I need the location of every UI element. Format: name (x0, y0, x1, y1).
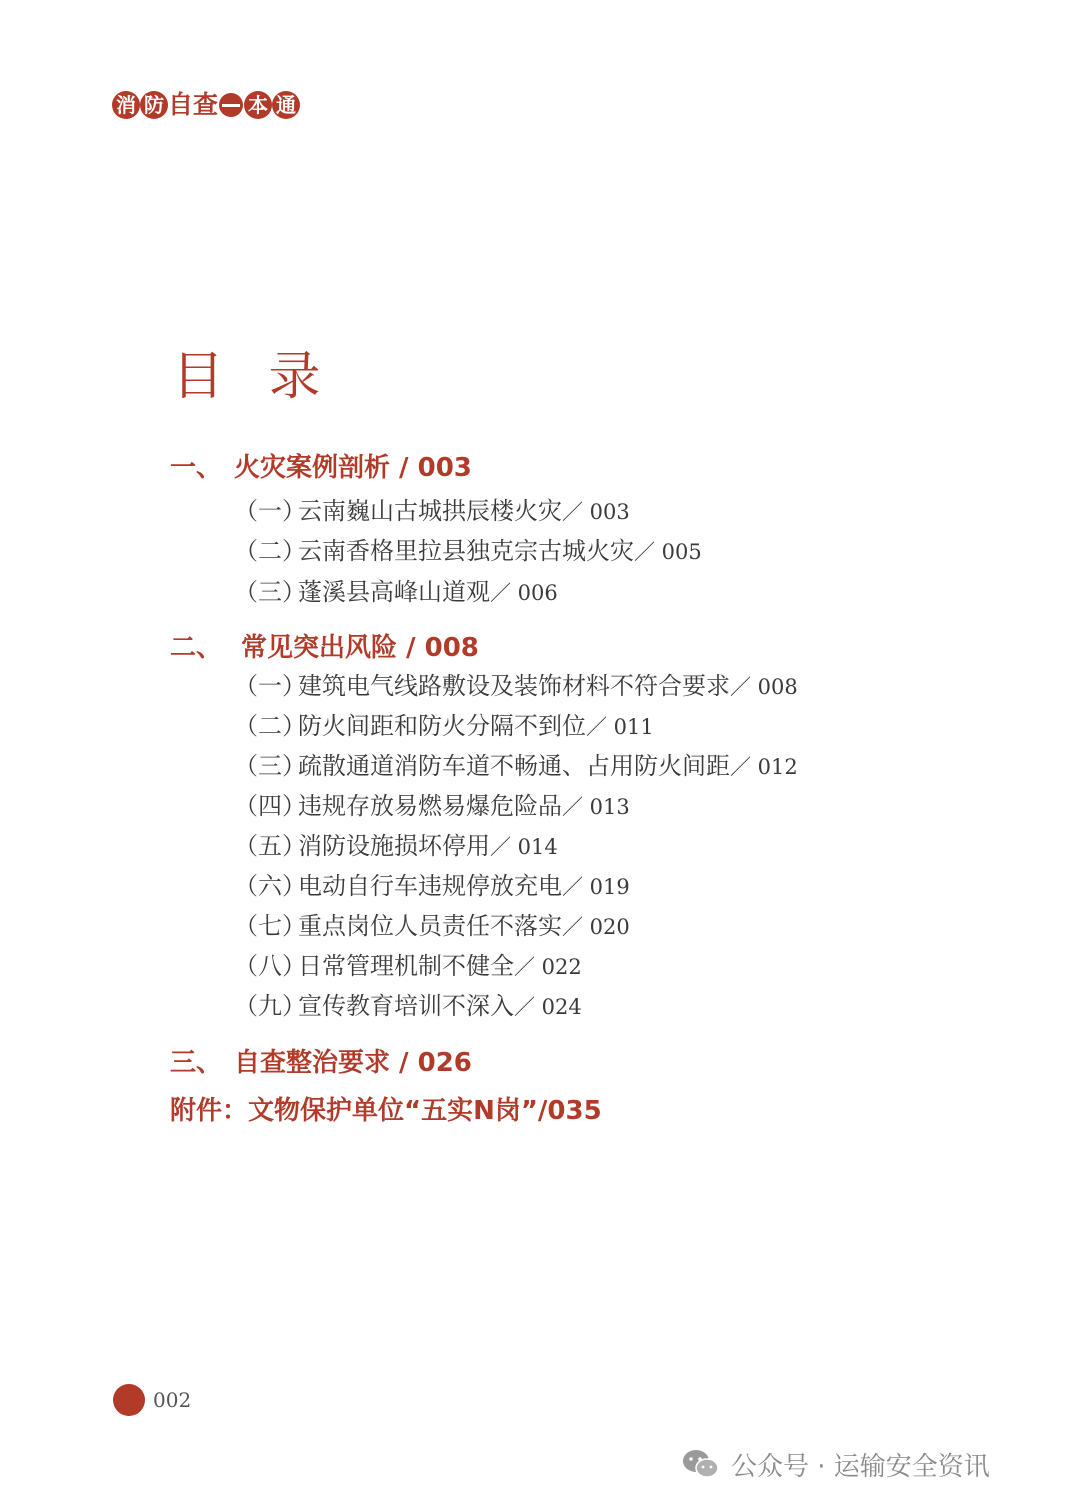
item-index: （五） (234, 832, 306, 860)
header-logo (112, 88, 300, 122)
item-index: （一） (234, 497, 306, 525)
toc-item[interactable] (234, 491, 630, 526)
toc-section-heading[interactable] (170, 1042, 472, 1079)
item-text: 电动自行车违规停放充电 (298, 872, 562, 900)
logo-char: 查 (193, 90, 219, 119)
page-number: 002 (153, 1388, 192, 1412)
item-page: ／ 013 (562, 795, 630, 819)
item-text: 防火间距和防火分隔不到位 (298, 712, 586, 740)
toc-section-heading[interactable] (170, 627, 479, 664)
toc-item[interactable] (234, 706, 654, 741)
logo-char: 自 (168, 90, 194, 119)
logo-char: 防 (140, 91, 168, 119)
item-index: （一） (234, 672, 306, 700)
toc-item[interactable] (234, 572, 558, 607)
toc-item[interactable] (234, 946, 582, 981)
logo-dash-icon (219, 93, 243, 117)
toc-item[interactable] (234, 986, 582, 1021)
item-text: 疏散通道消防车道不畅通、占用防火间距 (298, 752, 730, 780)
toc-item[interactable] (234, 666, 798, 701)
item-text: 蓬溪县高峰山道观 (298, 578, 490, 606)
section-number: 一、 (170, 453, 223, 483)
item-index: （九） (234, 992, 306, 1020)
item-text: 违规存放易燃易爆危险品 (298, 792, 562, 820)
section-number: 二、 (170, 633, 223, 663)
section-label: 自查整治要求 / 026 (234, 1048, 472, 1078)
toc-item[interactable] (234, 786, 630, 821)
item-text: 云南香格里拉县独克宗古城火灾 (298, 537, 634, 565)
item-text: 日常管理机制不健全 (298, 952, 514, 980)
toc-section-heading[interactable] (170, 447, 472, 484)
toc-item[interactable] (234, 746, 798, 781)
section-label: 火灾案例剖析 / 003 (234, 453, 472, 483)
toc-appendix[interactable]: 附件：文物保护单位“五实N岗”/035 (170, 1096, 602, 1126)
watermark-text: 公众号 · 运输安全资讯 (731, 1451, 990, 1482)
item-index: （二） (234, 537, 306, 565)
page-marker-dot (113, 1384, 145, 1416)
item-page: ／ 024 (514, 995, 582, 1019)
section-number: 三、 (170, 1048, 223, 1078)
toc-item[interactable] (234, 906, 630, 941)
item-index: （三） (234, 752, 306, 780)
item-page: ／ 022 (514, 955, 582, 979)
item-page: ／ 003 (562, 500, 630, 524)
logo-char: 本 (244, 91, 272, 119)
logo-char: 通 (272, 91, 300, 119)
item-text: 消防设施损坏停用 (298, 832, 490, 860)
item-page: ／ 005 (634, 540, 702, 564)
item-index: （八） (234, 952, 306, 980)
wechat-icon (681, 1448, 721, 1480)
toc-title: 目 录 (172, 347, 335, 407)
item-index: （三） (234, 578, 306, 606)
item-index: （四） (234, 792, 306, 820)
toc-item[interactable] (234, 866, 630, 901)
item-page: ／ 011 (586, 715, 654, 739)
section-label: 常见突出风险 / 008 (241, 633, 479, 663)
item-index: （七） (234, 912, 306, 940)
watermark (681, 1444, 990, 1484)
item-index: （二） (234, 712, 306, 740)
item-index: （六） (234, 872, 306, 900)
toc-item[interactable] (234, 531, 702, 566)
item-page: ／ 012 (730, 755, 798, 779)
item-page: ／ 006 (490, 581, 558, 605)
item-page: ／ 014 (490, 835, 558, 859)
item-text: 云南巍山古城拱辰楼火灾 (298, 497, 562, 525)
item-page: ／ 020 (562, 915, 630, 939)
logo-char: 消 (112, 91, 140, 119)
item-page: ／ 008 (730, 675, 798, 699)
item-page: ／ 019 (562, 875, 630, 899)
toc-item[interactable] (234, 826, 558, 861)
item-text: 重点岗位人员责任不落实 (298, 912, 562, 940)
item-text: 宣传教育培训不深入 (298, 992, 514, 1020)
item-text: 建筑电气线路敷设及装饰材料不符合要求 (298, 672, 730, 700)
